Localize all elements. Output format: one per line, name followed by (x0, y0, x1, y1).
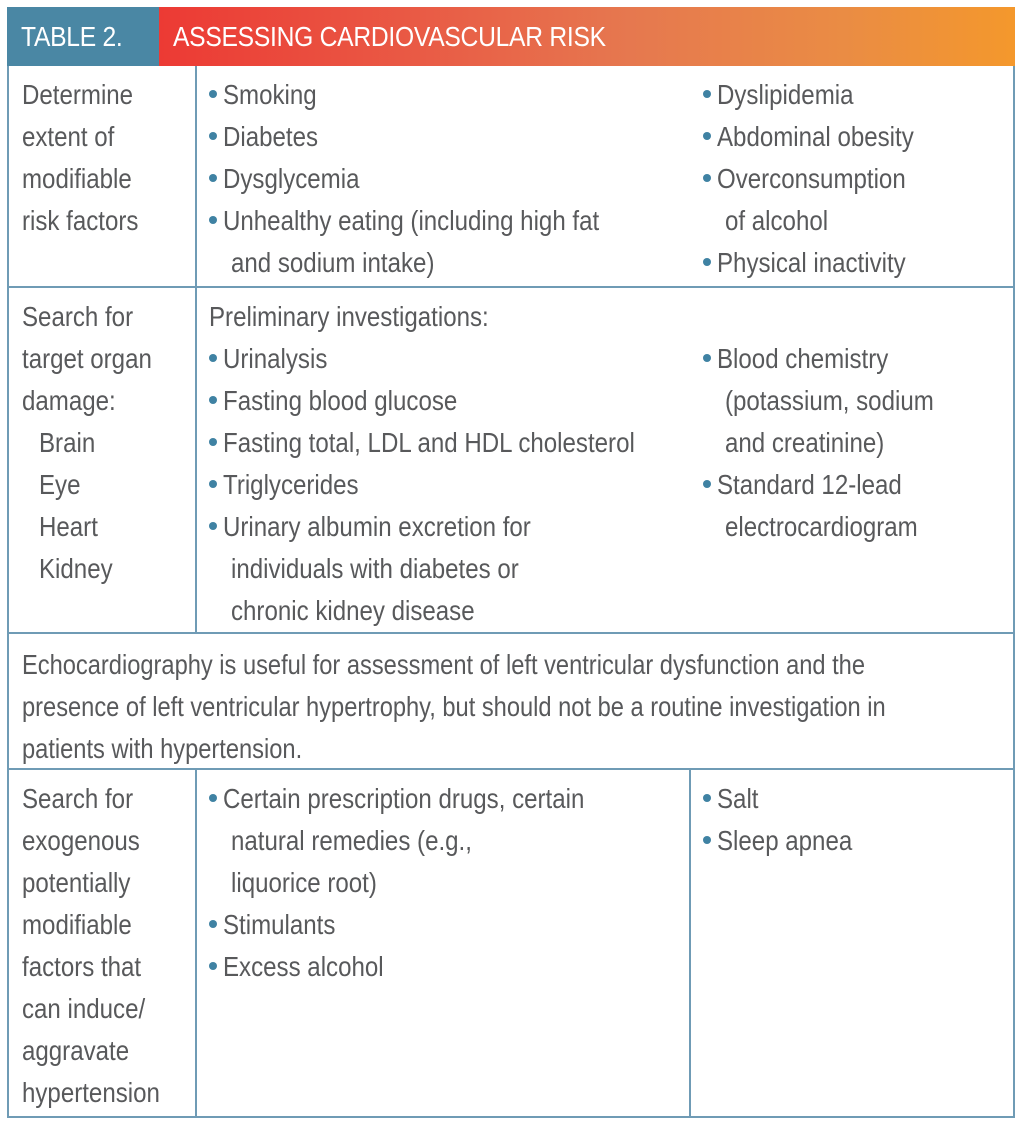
row-content-right (691, 770, 1013, 1116)
left-list (209, 296, 702, 632)
left-list (209, 778, 643, 988)
item-text: electrocardiogram (725, 511, 918, 542)
item-text: (potassium, sodium (725, 385, 934, 416)
list-item (209, 158, 660, 200)
right-list (703, 74, 946, 284)
list-item (703, 74, 946, 116)
intro-text (209, 296, 702, 338)
row-content-left (197, 770, 691, 1116)
bullet-icon (209, 920, 217, 928)
item-text: and sodium intake) (231, 247, 435, 278)
row-content (197, 66, 1013, 286)
item-text: Preliminary investigations: (209, 301, 489, 332)
item-text: Certain prescription drugs, certain (223, 783, 585, 814)
right-list (703, 338, 968, 548)
item-text: Dyslipidemia (717, 79, 854, 110)
list-item (703, 242, 946, 284)
item-text: Dysglycemia (223, 163, 360, 194)
list-item (209, 904, 643, 946)
list-item-continuation (209, 862, 643, 904)
item-text: Unhealthy eating (including high fat (223, 205, 600, 236)
list-item-continuation (209, 242, 660, 284)
list-item-continuation (703, 200, 946, 242)
table-number: TABLE 2. (21, 20, 123, 52)
item-text: Blood chemistry (717, 343, 889, 374)
item-text: Salt (717, 783, 759, 814)
list-item (703, 464, 968, 506)
row-label (9, 288, 197, 632)
bullet-icon (703, 174, 711, 182)
note-line: patients with hypertension. (22, 733, 303, 764)
note-line: presence of left ventricular hypertrophy, but should not be a routine investigation in (22, 691, 886, 722)
item-text: Abdominal obesity (717, 121, 914, 152)
list-item (703, 158, 946, 200)
label-line: risk factors (22, 205, 139, 236)
item-text: natural remedies (e.g., (231, 825, 472, 856)
table-row-target-organ-damage (9, 286, 1013, 632)
bullet-icon (703, 90, 711, 98)
list-item-continuation (703, 506, 968, 548)
label-line: extent of (22, 121, 115, 152)
row-label (9, 66, 197, 286)
label-line: damage: (22, 385, 116, 416)
item-text: Diabetes (223, 121, 319, 152)
list-item (703, 778, 874, 820)
list-item-continuation (209, 590, 702, 632)
list-item (209, 338, 702, 380)
list-item (703, 116, 946, 158)
list-item (209, 74, 660, 116)
bullet-icon (703, 480, 711, 488)
bullet-icon (703, 132, 711, 140)
item-text: Excess alcohol (223, 951, 384, 982)
item-text: Triglycerides (223, 469, 359, 500)
item-text: Stimulants (223, 909, 336, 940)
item-text: Smoking (223, 79, 317, 110)
list-item (209, 422, 702, 464)
table-row-modifiable-risk-factors (9, 66, 1013, 286)
list-item (209, 200, 660, 242)
item-text: Overconsumption (717, 163, 906, 194)
table-row-echocardiography-note (9, 632, 1013, 768)
bullet-icon (209, 132, 217, 140)
echocardiography-note (9, 634, 1013, 768)
table-title-cell (159, 7, 1015, 66)
table-body (7, 66, 1015, 1118)
note-line: Echocardiography is useful for assessment of left ventricular dysfunction and the (22, 649, 866, 680)
organ-label: Heart (39, 511, 98, 542)
table-number-cell (7, 7, 159, 66)
organ-label: Eye (39, 469, 81, 500)
item-text: liquorice root) (231, 867, 377, 898)
list-item-continuation (703, 422, 968, 464)
bullet-icon (209, 174, 217, 182)
bullet-icon (209, 438, 217, 446)
item-text: Sleep apnea (717, 825, 853, 856)
bullet-icon (703, 794, 711, 802)
item-text: Physical inactivity (717, 247, 906, 278)
list-item-continuation (703, 380, 968, 422)
item-text: chronic kidney disease (231, 595, 475, 626)
bullet-icon (703, 258, 711, 266)
label-line: modifiable (22, 163, 132, 194)
list-item-continuation (209, 820, 643, 862)
list-item (703, 820, 874, 862)
list-item (209, 946, 643, 988)
bullet-icon (209, 522, 217, 530)
organ-label: Kidney (39, 553, 113, 584)
bullet-icon (209, 354, 217, 362)
item-text: of alcohol (725, 205, 829, 236)
bullet-icon (209, 216, 217, 224)
label-line: Search for (22, 783, 134, 814)
item-text: Fasting total, LDL and HDL cholesterol (223, 427, 635, 458)
cardiovascular-risk-table (7, 7, 1015, 1118)
bullet-icon (209, 90, 217, 98)
left-list (209, 74, 660, 284)
list-item (209, 506, 702, 548)
item-text: Urinary albumin excretion for (223, 511, 531, 542)
list-item (209, 778, 643, 820)
label-line: Determine (22, 79, 134, 110)
right-list (703, 778, 874, 862)
bullet-icon (209, 480, 217, 488)
label-line: factors that (22, 951, 142, 982)
table-row-exogenous-factors (9, 768, 1013, 1116)
bullet-icon (703, 354, 711, 362)
list-item (703, 338, 968, 380)
label-line: exogenous (22, 825, 140, 856)
organ-label: Brain (39, 427, 96, 458)
list-item-continuation (209, 548, 702, 590)
label-line: can induce/ (22, 993, 146, 1024)
list-item (209, 380, 702, 422)
table-header (7, 7, 1015, 66)
label-line: target organ (22, 343, 152, 374)
label-line: potentially (22, 867, 131, 898)
bullet-icon (209, 962, 217, 970)
list-item (209, 116, 660, 158)
label-line: aggravate (22, 1035, 130, 1066)
item-text: Fasting blood glucose (223, 385, 458, 416)
item-text: Urinalysis (223, 343, 328, 374)
label-line: modifiable (22, 909, 132, 940)
list-item (209, 464, 702, 506)
row-content (197, 288, 1013, 632)
bullet-icon (209, 794, 217, 802)
item-text: Standard 12-lead (717, 469, 902, 500)
bullet-icon (209, 396, 217, 404)
label-line: hypertension (22, 1077, 160, 1108)
label-line: Search for (22, 301, 134, 332)
bullet-icon (703, 836, 711, 844)
item-text: individuals with diabetes or (231, 553, 519, 584)
item-text: and creatinine) (725, 427, 885, 458)
table-title: ASSESSING CARDIOVASCULAR RISK (173, 20, 606, 52)
row-label (9, 770, 197, 1116)
